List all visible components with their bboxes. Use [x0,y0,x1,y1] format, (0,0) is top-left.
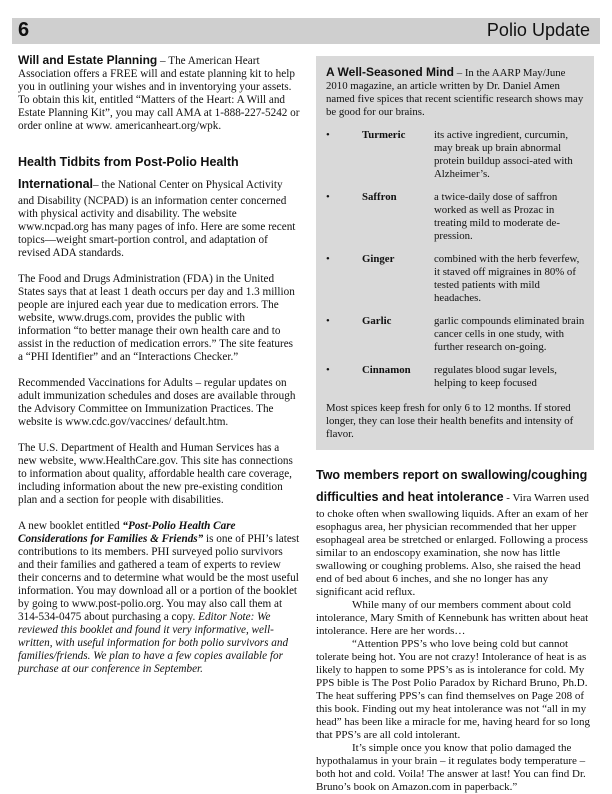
spice-item [326,364,586,390]
left-column [18,54,300,689]
spices-intro [326,66,586,119]
spices-box-content [326,66,586,441]
page-number: 6 [18,19,30,41]
spice-name: Garlic [362,315,392,327]
hhs-paragraph: The U.S. Department of Health and Human Services has a new website, www.HealthCare.gov. This site has connections to information about quality, affordable health care coverage, including information about the new pre-existing condition plan and a section for people with disabilities. [18,442,293,506]
swallowing-body-2: While many of our members comment about cold intolerance, Mary Smith of Kennebunk has written about heat intolerance. Here are her words… [316,599,589,637]
swallowing-body-3: “Attention PPS’s who love being cold but cannot tolerate being hot. You are not crazy! Intolerance of heat is as likely to happen to some PPS’s as is intolerance for cold. My PPS bible is The Post Polio Paradox by Richard Bruno, Ph.D. The heat suffering PPS’s can find themselves on Page 208 of this book. Finding out my heat intolerance was not “all in my head” has been like a miracle for me, having heard for so long that PPS’s are all cold intolerant. [316,638,590,741]
spice-name: Turmeric [362,129,406,141]
health-tidbits-body: – the National Center on Physical Activity and Disability (NCPAD) is an information center concerned with physical activity and disability. The website www.ncpad.org has many pages of info. Here are some recent topics—weight smart-portion control, and adaptation of revised ADA standards. [18,179,296,259]
will-planning-body: – The American Heart Association offers a FREE will and estate planning kit to help you in outlining your wishes and in inventorying your assets. To obtain this kit, entitled “Matters of the Heart: A Will and Estate Planning Kit”, you may call AMA at 1-888-227-5242 or order online at www. americanheart.org/wpk. [18,55,300,132]
spices-sidebar-box [316,56,594,450]
spices-intro-text: – In the AARP May/June 2010 magazine, an article written by Dr. Daniel Amen named five spices that recent scientific research shows may be good for our brains. [326,67,584,118]
spices-heading: A Well-Seasoned Mind [326,65,455,79]
spice-description: a twice-daily dose of saffron worked as well as Prozac in treating mild to moderate de-pression. [434,191,560,242]
swallowing-body-4: It’s simple once you know that polio damaged the hypothalamus in your brain – it regulates body temperature – both hot and cold. Voila! The answer at last! You can find Dr. Bruno’s book on Amazon.com in paperback.” [316,742,586,793]
fda-paragraph: The Food and Drugs Administration (FDA) in the United States says that at least 1 death occurs per day and 1.3 million people are injured each year due to medication errors. The website, www.drugs.com, provides the public with information “to better manage their own health care and to assist in the reduction of medication errors.” The site features a “PHI Identifier” and an “Interactions Checker.” [18,273,295,363]
spices-footer: Most spices keep fresh for only 6 to 12 months. If stored longer, they can lose their health benefits and intensity of flavor. [326,402,574,440]
booklet-title: “Post-Polio Health Care Considerations for Families & Friends” [18,520,236,545]
page-header [12,18,600,44]
spice-description: regulates blood sugar levels, helping to keep focused [434,364,557,389]
newsletter-title: Polio Update [486,20,590,40]
bullet-icon: • [326,315,330,327]
spice-item [326,191,586,243]
booklet-body: is one of PHI’s latest contributions to its members. PHI surveyed polio survivors and their families and gathered a team of experts to review their concerns and to determine what would be the most useful information. You may download all or a portion of the booklet by going to www.post-polio.org. You may also call them at 314-534-0475 about purchasing a copy. [18,533,300,623]
spice-description: garlic compounds eliminated brain cancer cells in one study, with further research on-going. [434,315,585,353]
swallowing-lead-paragraph [316,464,596,599]
bullet-icon: • [326,191,330,203]
editor-note: Editor Note: We reviewed this booklet and found it very informative, well-written, with useful information for both polio survivors and families/friends. We plan to have a few copies available for purchase at our conference in September. [18,611,289,675]
health-tidbits-heading: Health Tidbits from Post-Polio Health International [18,155,239,191]
swallowing-heading: Two members report on swallowing/coughing difficulties and heat intolerance [316,468,588,504]
will-planning-paragraph [18,54,300,133]
spice-item [326,315,586,354]
spice-item [326,253,586,305]
spice-name: Saffron [362,191,397,203]
spice-description: combined with the herb feverfew, it staved off migraines in 80% of tested patients with mild headaches. [434,253,580,304]
vaccinations-paragraph: Recommended Vaccinations for Adults – regular updates on adult immunization schedules and doses are available through the Advisory Committee on Immunization Practices. The website is www.cdc.gov/vaccines/ default.htm. [18,377,296,428]
spice-name: Cinnamon [362,364,411,376]
will-planning-heading: Will and Estate Planning [18,53,158,67]
spice-name: Ginger [362,253,395,265]
health-tidbits-paragraph [18,151,300,260]
booklet-intro: A new booklet entitled [18,520,123,532]
bullet-icon: • [326,364,330,376]
spice-list [326,129,586,390]
spice-description: its active ingredient, curcumin, may break up brain abnormal protein buildup associ-ated with Alzheimer’s. [434,129,573,180]
swallowing-body-1: - Vira Warren used to choke often when swallowing liquids. After an exam of her esophagus area, her physician recommended that her upper esophageal area be stretched or enlarged. Following a process similar to an endoscopy examination, she now has little swallowing or coughing problems. Also, she raised the head end of bed about 6 inches, and she no longer has any significant acid reflux. [316,492,589,598]
swallowing-article [316,464,596,794]
bullet-icon: • [326,129,330,141]
spice-item [326,129,586,181]
bullet-icon: • [326,253,330,265]
booklet-paragraph [18,520,300,676]
